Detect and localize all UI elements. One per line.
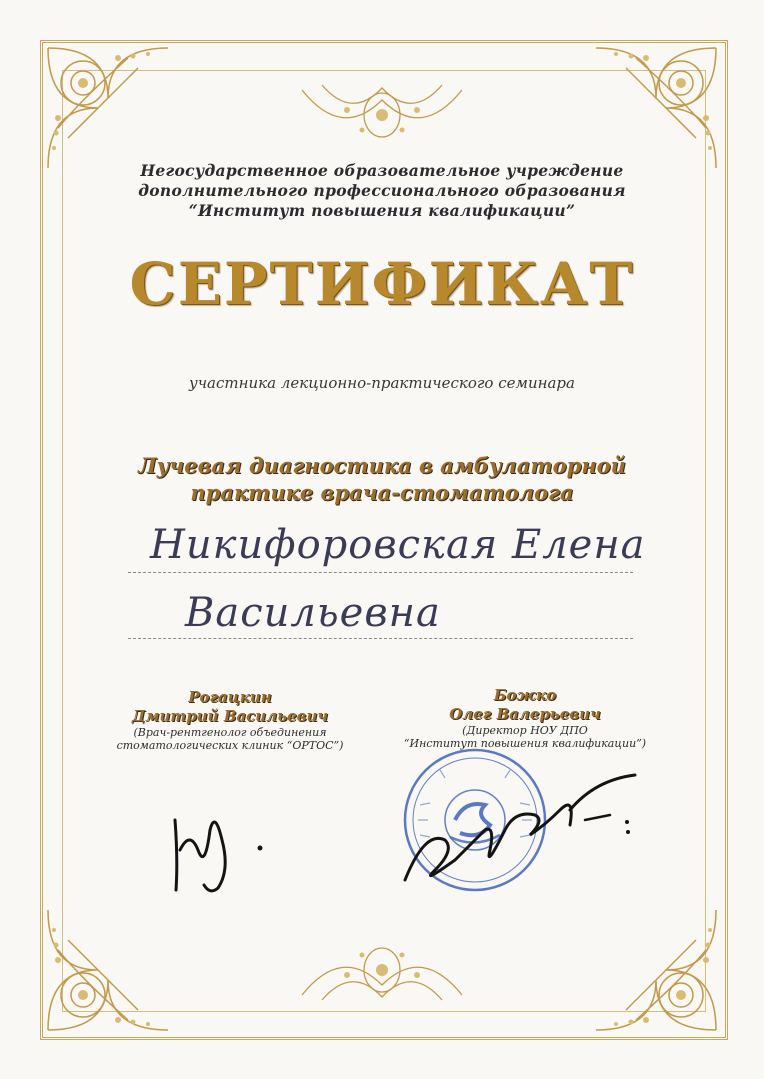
institution-line-3: “Институт повышения квалификации” bbox=[188, 201, 576, 220]
signatory-left-given: Дмитрий Васильевич bbox=[131, 707, 329, 725]
top-center-ornament bbox=[292, 70, 472, 160]
bottom-center-ornament bbox=[292, 925, 472, 1015]
signatory-right-role-2: “Институт повышения квалификации”) bbox=[403, 737, 647, 750]
corner-ornament-bottom-left bbox=[38, 900, 178, 1040]
recipient-name-line-1: Никифоровская Елена bbox=[150, 522, 646, 568]
recipient-name-line-2: Васильевна bbox=[185, 590, 441, 636]
signatory-right-surname: Божко bbox=[493, 686, 557, 704]
signature-left bbox=[160, 790, 290, 900]
signatory-right-role-1: (Директор НОУ ДПО bbox=[462, 724, 588, 737]
certificate-subtitle: участника лекционно-практического семинара bbox=[189, 374, 575, 392]
seminar-title-line-1: Лучевая диагностика в амбулаторной bbox=[138, 453, 626, 478]
signatory-left-surname: Рогацкин bbox=[188, 688, 272, 706]
signatory-left bbox=[100, 688, 360, 752]
institution-line-2: дополнительного профессионального образования bbox=[138, 181, 626, 200]
seminar-title bbox=[80, 452, 684, 506]
institution-line-1: Негосударственное образовательное учреждение bbox=[140, 161, 624, 180]
seminar-title-line-2: практике врача-стоматолога bbox=[190, 480, 574, 505]
corner-ornament-bottom-right bbox=[586, 900, 726, 1040]
name-underline-1 bbox=[128, 572, 633, 573]
certificate-title: СЕРТИФИКАТ bbox=[129, 250, 635, 318]
signatory-left-role-2: стоматологических клиник “ОРТОС”) bbox=[116, 739, 344, 752]
corner-ornament-top-left bbox=[38, 38, 178, 178]
signatory-left-role-1: (Врач-рентгенолог объединения bbox=[133, 726, 327, 739]
signatory-right bbox=[400, 686, 650, 750]
corner-ornament-top-right bbox=[586, 38, 726, 178]
name-underline-2 bbox=[128, 638, 633, 639]
signatory-right-given: Олег Валерьевич bbox=[449, 705, 601, 723]
institution-header bbox=[100, 161, 664, 221]
signature-right bbox=[395, 770, 645, 900]
